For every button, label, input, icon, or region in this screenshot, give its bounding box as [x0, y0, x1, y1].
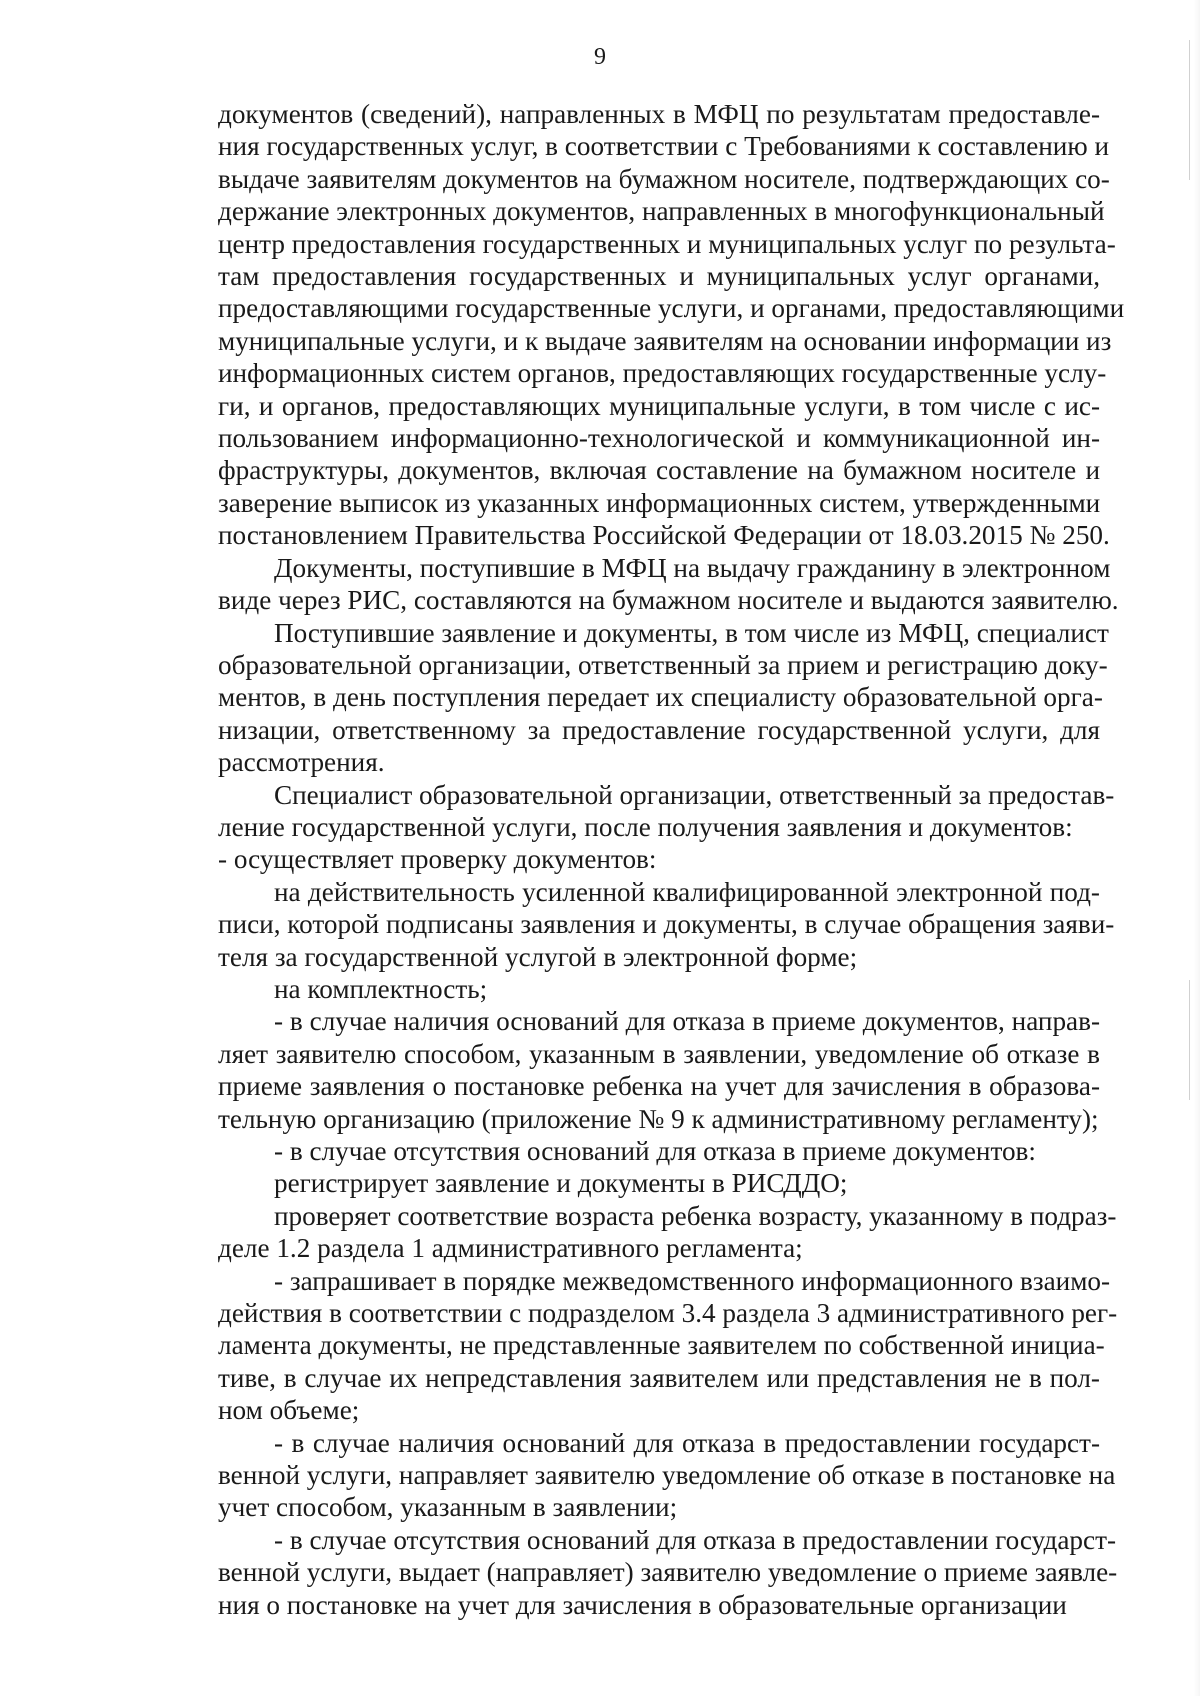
text-line: постановлением Правительства Российской Федерации от 18.03.2015 № 250. [218, 520, 1110, 551]
paragraph [218, 1200, 1117, 1265]
text-line: - в случае отсутствия оснований для отказа в приеме документов: [274, 1136, 1036, 1166]
text-line: информационных систем органов, предоставляющих государственные услу- [218, 358, 1107, 389]
text-line: пользованием информационно-технологической и коммуникационной ин- [218, 423, 1100, 454]
text-line: ментов, в день поступления передает их специалисту образовательной орга- [218, 682, 1103, 713]
text-line: ление государственной услуги, после получения заявления и документов: [218, 811, 1073, 842]
text-line: низации, ответственному за предоставление государственной услуги, для [218, 714, 1100, 745]
paragraph [218, 1265, 1118, 1427]
text-line: Специалист образовательной организации, ответственный за предостав- [274, 779, 1115, 810]
text-line: ги, и органов, предоставляющих муниципальные услуги, в том числе с ис- [218, 390, 1100, 421]
text-line: венной услуги, направляет заявителю уведомление об отказе в постановке на [218, 1460, 1116, 1491]
text-line: теля за государственной услугой в электронной форме; [218, 941, 858, 972]
text-line: венной услуги, выдает (направляет) заявителю уведомление о приеме заявле- [218, 1557, 1118, 1588]
text-line: действия в соответствии с подразделом 3.4 раздела 3 административного рег- [218, 1298, 1118, 1329]
text-line: ляет заявителю способом, указанным в заявлении, уведомление об отказе в [218, 1038, 1100, 1069]
text-line: регистрирует заявление и документы в РИСДДО; [274, 1168, 848, 1199]
text-line: держание электронных документов, направленных в многофункциональный [218, 196, 1105, 227]
paragraph [218, 1005, 1100, 1135]
text-line: там предоставления государственных и муниципальных услуг органами, [218, 261, 1100, 292]
paragraph [218, 1427, 1116, 1524]
text-line: Документы, поступившие в МФЦ на выдачу гражданину в электронном [274, 552, 1111, 583]
text-line: Поступившие заявление и документы, в том числе из МФЦ, специалист [274, 617, 1109, 648]
text-line: проверяет соответствие возраста ребенка возрасту, указанному в подраз- [274, 1200, 1117, 1231]
text-line: на действительность усиленной квалифицированной электронной под- [274, 876, 1100, 907]
text-line: - в случае наличия оснований для отказа в предоставлении государст- [274, 1427, 1100, 1458]
text-line: - в случае наличия оснований для отказа в приеме документов, направ- [274, 1006, 1100, 1037]
text-line: заверение выписок из указанных информационных систем, утвержденными [218, 487, 1101, 518]
paragraph [218, 98, 1125, 552]
paragraph [218, 617, 1109, 779]
paragraph [218, 1135, 1100, 1167]
text-line: центр предоставления государственных и муниципальных услуг по результа- [218, 228, 1116, 259]
paragraph [218, 843, 1100, 875]
text-line: документов (сведений), направленных в МФЦ по результатам предоставле- [218, 99, 1100, 129]
text-line: ном объеме; [218, 1395, 360, 1426]
page-number: 9 [594, 44, 606, 70]
text-line: предоставляющими государственные услуги, и органами, предоставляющими [218, 293, 1125, 324]
text-line: - в случае отсутствия оснований для отказа в предоставлении государст- [274, 1524, 1117, 1555]
text-line: тельную организацию (приложение № 9 к административному регламенту); [218, 1103, 1099, 1134]
paragraph [218, 876, 1115, 973]
text-line: ния государственных услуг, в соответствии с Требованиями к составлению и [218, 131, 1110, 162]
text-line: учет способом, указанным в заявлении; [218, 1492, 678, 1523]
text-line: деле 1.2 раздела 1 административного регламента; [218, 1233, 803, 1264]
scan-edge-shadow [1194, 0, 1200, 1696]
text-line: тиве, в случае их непредставления заявителем или представления не в пол- [218, 1362, 1100, 1393]
scan-edge-mark [1189, 40, 1190, 180]
text-line: образовательной организации, ответственный за прием и регистрацию доку- [218, 649, 1108, 680]
document-body [218, 98, 1125, 1621]
text-line: на комплектность; [274, 973, 488, 1004]
text-line: рассмотрения. [218, 747, 385, 778]
paragraph [218, 973, 1100, 1005]
text-line: - запрашивает в порядке межведомственного информационного взаимо- [274, 1265, 1111, 1296]
text-line: муниципальные услуги, и к выдаче заявителям на основании информации из [218, 325, 1112, 356]
paragraph [218, 1524, 1118, 1621]
text-line: ламента документы, не представленные заявителем по собственной инициа- [218, 1330, 1105, 1361]
text-line: приеме заявления о постановке ребенка на учет для зачисления в образова- [218, 1071, 1100, 1102]
paragraph [218, 552, 1119, 617]
text-line: фраструктуры, документов, включая составление на бумажном носителе и [218, 455, 1100, 486]
scan-edge-mark [1189, 980, 1190, 1100]
text-line: ния о постановке на учет для зачисления в образовательные организации [218, 1589, 1067, 1620]
text-line: писи, которой подписаны заявления и документы, в случае обращения заяви- [218, 909, 1115, 940]
text-line: виде через РИС, составляются на бумажном носителе и выдаются заявителю. [218, 585, 1119, 616]
paragraph [218, 1167, 1100, 1199]
text-line: - осуществляет проверку документов: [218, 844, 657, 875]
text-line: выдаче заявителям документов на бумажном носителе, подтверждающих со- [218, 163, 1110, 194]
paragraph [218, 779, 1115, 844]
